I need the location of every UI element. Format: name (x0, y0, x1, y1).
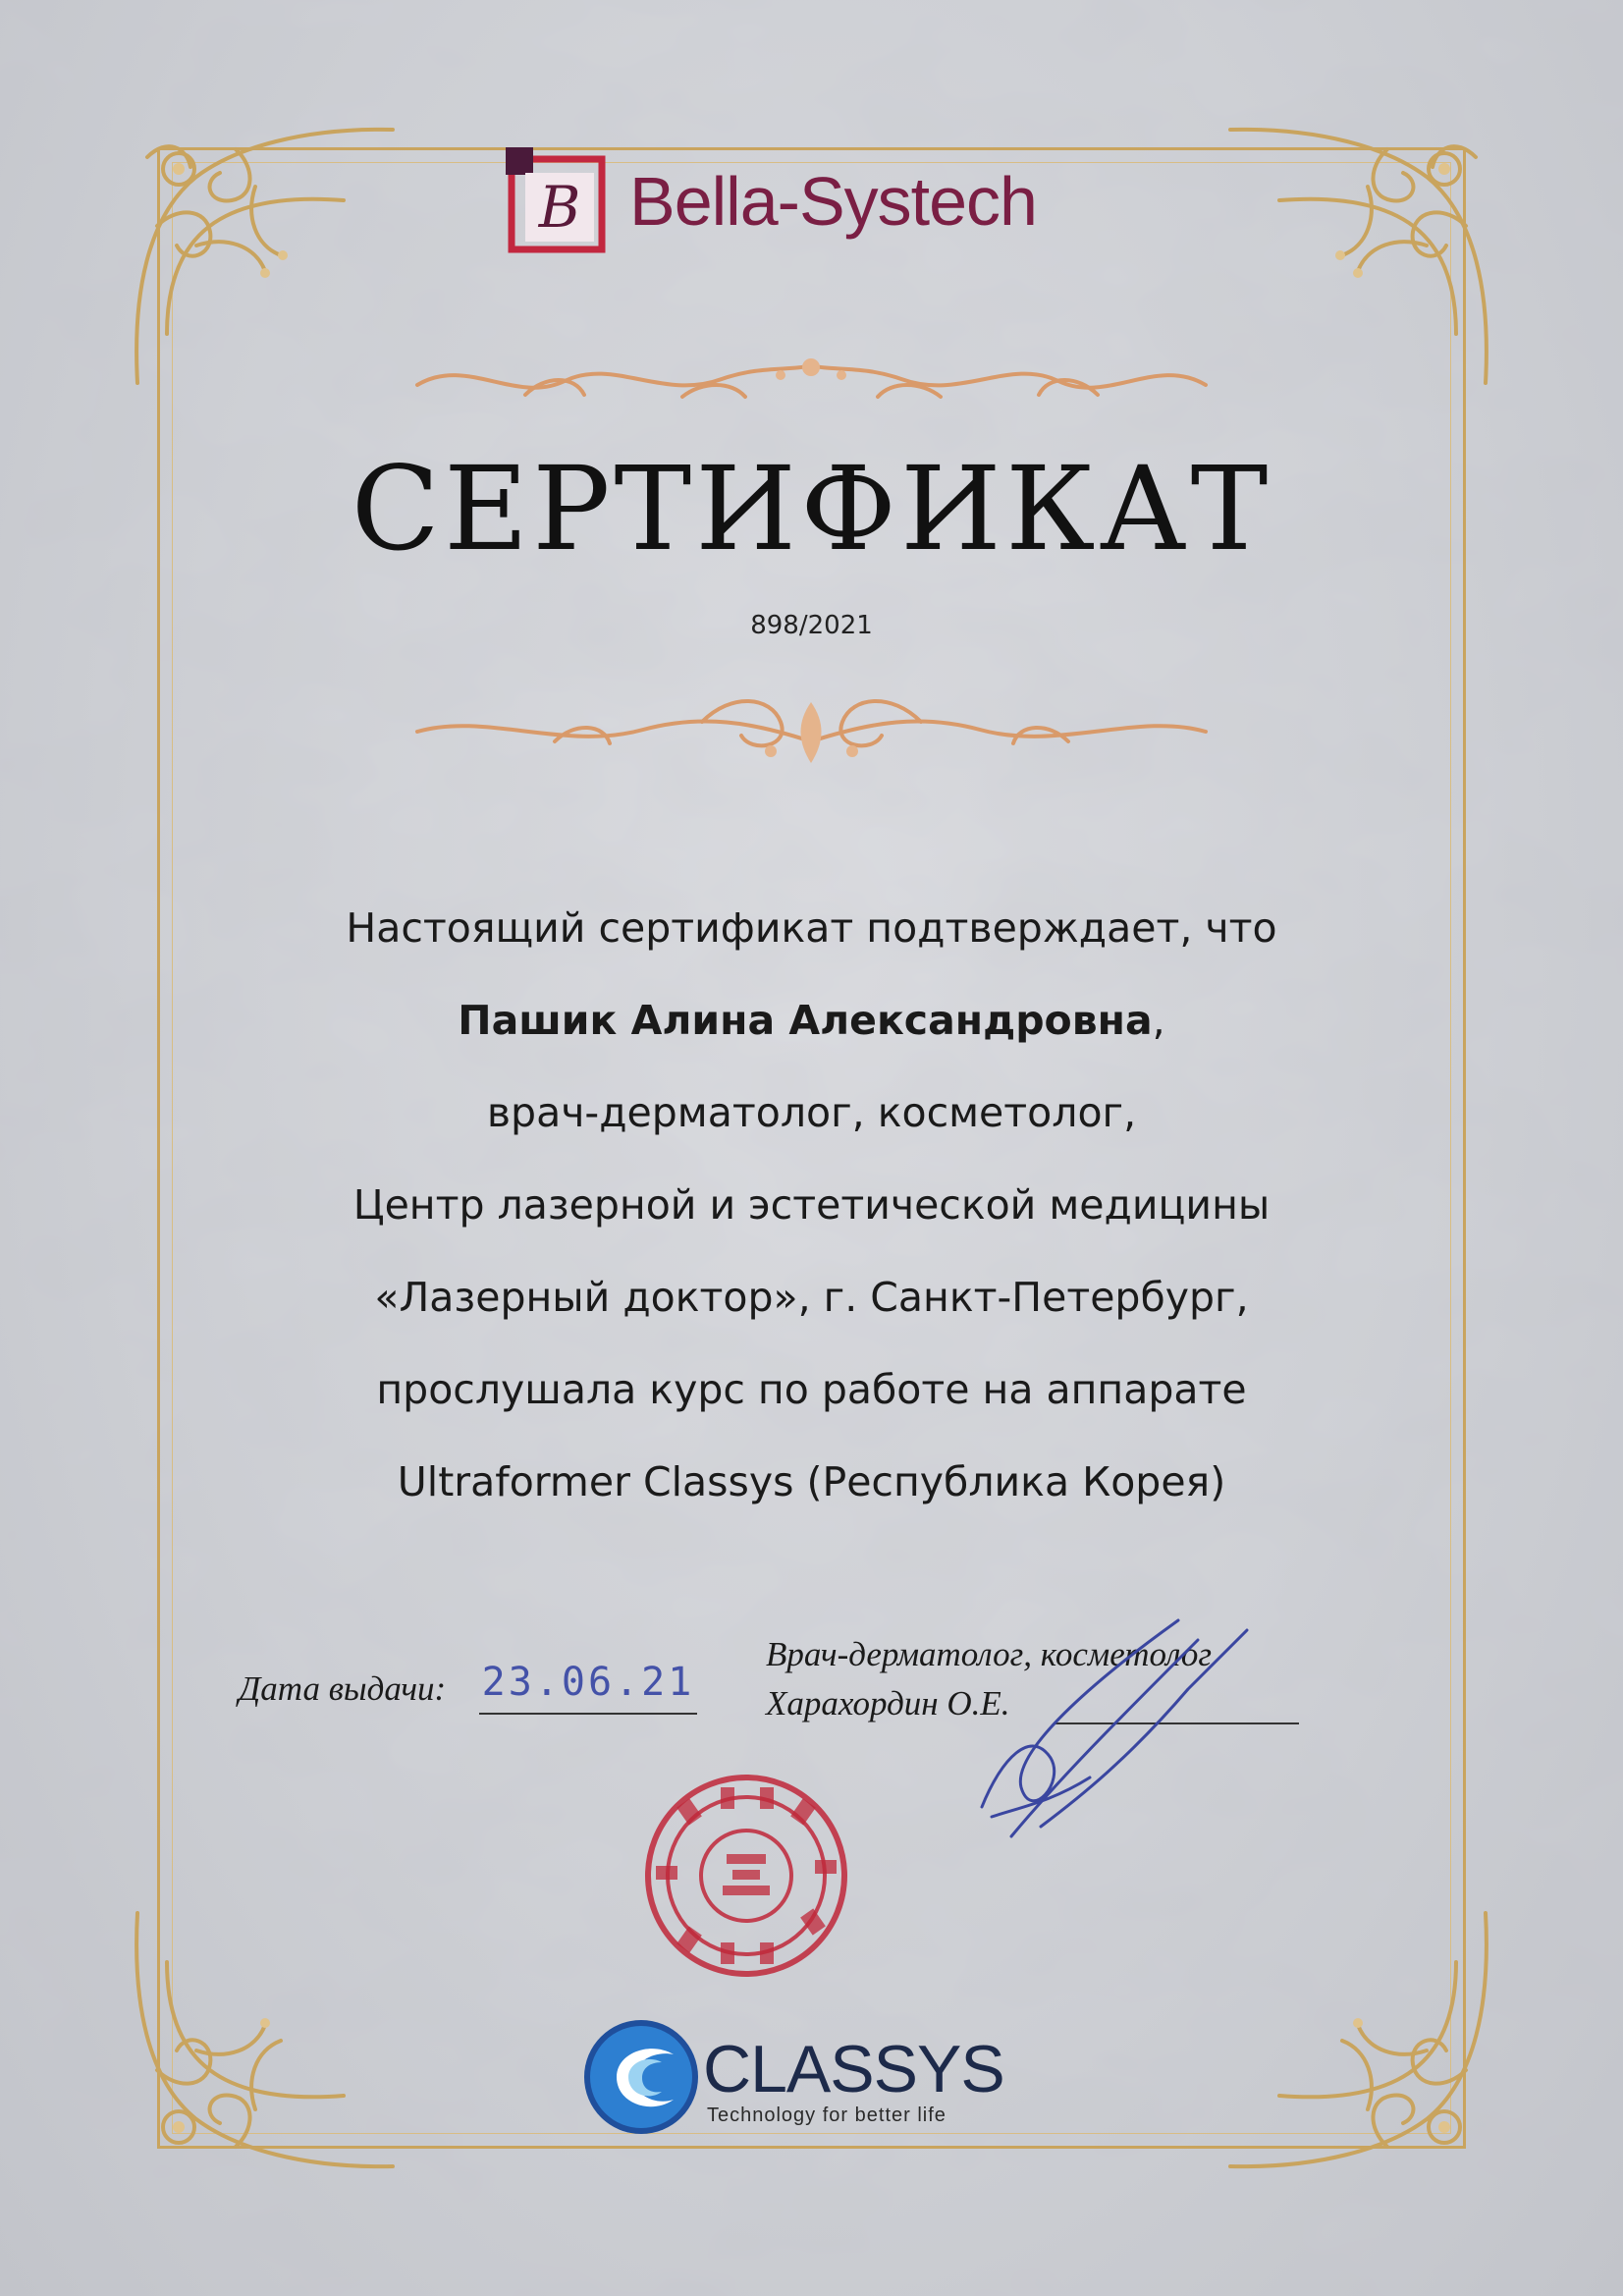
signer-title: Врач-дерматолог, косметолог (766, 1635, 1213, 1673)
classys-wave-icon (577, 2013, 705, 2141)
classys-logo (577, 2013, 1029, 2141)
brand-name: Bella-Systech (629, 163, 1037, 240)
body-line-device: Ultraformer Classys (Республика Корея) (397, 1458, 1226, 1505)
issue-date-label: Дата выдачи: (239, 1669, 447, 1708)
signer-name: Харахордин О.Е. (766, 1684, 1010, 1722)
body-line-confirmation: Настоящий сертификат подтверждает, что (346, 904, 1277, 952)
corner-ornament-icon (108, 98, 403, 393)
issue-date-underline (479, 1713, 697, 1715)
scroll-ornament-icon (407, 346, 1216, 414)
body-line-profession: врач-дерматолог, косметолог, (486, 1089, 1137, 1136)
corner-ornament-icon (1220, 1903, 1515, 2198)
scroll-ornament-icon (407, 683, 1216, 781)
classys-company-name: CLASSYS (703, 2032, 1004, 2106)
corner-ornament-icon (1220, 98, 1515, 393)
body-line-location: «Лазерный доктор», г. Санкт-Петербург, (374, 1274, 1249, 1321)
body-line-recipient (0, 974, 1623, 1066)
brand-mark-letter: B (538, 174, 581, 241)
bella-systech-logo (506, 147, 1037, 255)
corner-ornament-icon (108, 1903, 403, 2198)
issue-date-value: 23.06.21 (481, 1660, 695, 1705)
recipient-name-suffix: , (1152, 997, 1165, 1044)
certificate-number: 898/2021 (750, 611, 873, 640)
body-line-course: прослушала курс по работе на аппарате (376, 1366, 1247, 1413)
body-line-organization: Центр лазерной и эстетической медицины (352, 1181, 1271, 1229)
official-seal-icon (638, 1768, 854, 1984)
classys-tagline: Technology for better life (707, 2105, 947, 2126)
certificate-body (0, 882, 1623, 1528)
recipient-name: Пашик Алина Александровна (458, 997, 1153, 1044)
handwritten-signature-icon (962, 1611, 1257, 1876)
bella-systech-mark-icon (506, 147, 614, 255)
certificate-title: СЕРТИФИКАТ (351, 441, 1272, 576)
